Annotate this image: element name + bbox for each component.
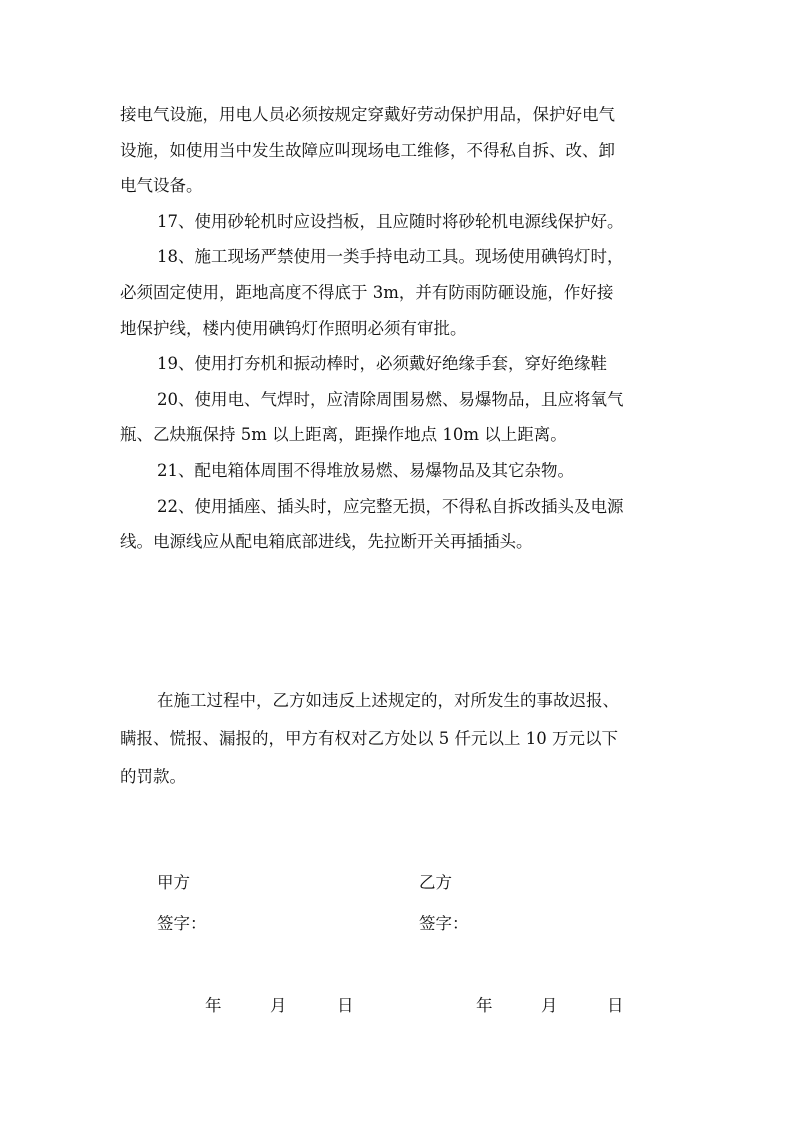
clause-18: 18、施工现场严禁使用一类手持电动工具。现场使用碘钨灯时， [157, 247, 624, 267]
party-b-year: 年 [476, 996, 493, 1015]
penalty-paragraph [120, 682, 680, 795]
clause-line: 必须固定使用，距地高度不得底于 3m，并有防雨防砸设施，作好接 [120, 282, 614, 302]
party-a-day: 日 [337, 996, 354, 1015]
clause-line: 线。电源线应从配电箱底部进线，先拉断开关再插插头。 [120, 532, 533, 552]
clause-line: 瓶、乙炔瓶保持 5m 以上距离，距操作地点 10m 以上距离。 [120, 425, 567, 445]
party-a-month: 月 [270, 996, 287, 1015]
clause-line: 设施，如使用当中发生故障应叫现场电工维修，不得私自拆、改、卸 [120, 140, 615, 160]
penalty-line: 在施工过程中，乙方如违反上述规定的，对所发生的事故迟报、 [157, 691, 619, 710]
party-b-sign-label: 签字： [419, 914, 469, 933]
party-b-label: 乙方 [419, 873, 452, 892]
clause-21: 21、配电箱体周围不得堆放易燃、易爆物品及其它杂物。 [157, 460, 574, 480]
party-a-sign-label: 签字： [157, 914, 207, 933]
penalty-line: 瞒报、慌报、漏报的，甲方有权对乙方处以 5 仟元以上 10 万元以下 [120, 728, 618, 748]
party-b-month: 月 [541, 996, 558, 1015]
clause-20: 20、使用电、气焊时，应清除周围易燃、易爆物品，且应将氧气 [157, 389, 624, 409]
party-b-day: 日 [607, 996, 624, 1015]
clauses-section [120, 97, 680, 560]
clause-line: 电气设备。 [120, 176, 203, 196]
party-a-year: 年 [205, 996, 222, 1015]
clause-line: 地保护线，楼内使用碘钨灯作照明必须有审批。 [120, 318, 467, 338]
party-a-label: 甲方 [157, 873, 190, 892]
clause-line: 接电气设施，用电人员必须按规定穿戴好劳动保护用品，保护好电气 [120, 105, 615, 124]
clause-17: 17、使用砂轮机时应设挡板，且应随时将砂轮机电源线保护好。 [157, 211, 624, 231]
clause-19: 19、使用打夯机和振动棒时，必须戴好绝缘手套，穿好绝缘鞋 [157, 354, 607, 374]
clause-22: 22、使用插座、插头时，应完整无损，不得私自拆改插头及电源 [157, 496, 624, 516]
penalty-line: 的罚款。 [120, 766, 186, 786]
